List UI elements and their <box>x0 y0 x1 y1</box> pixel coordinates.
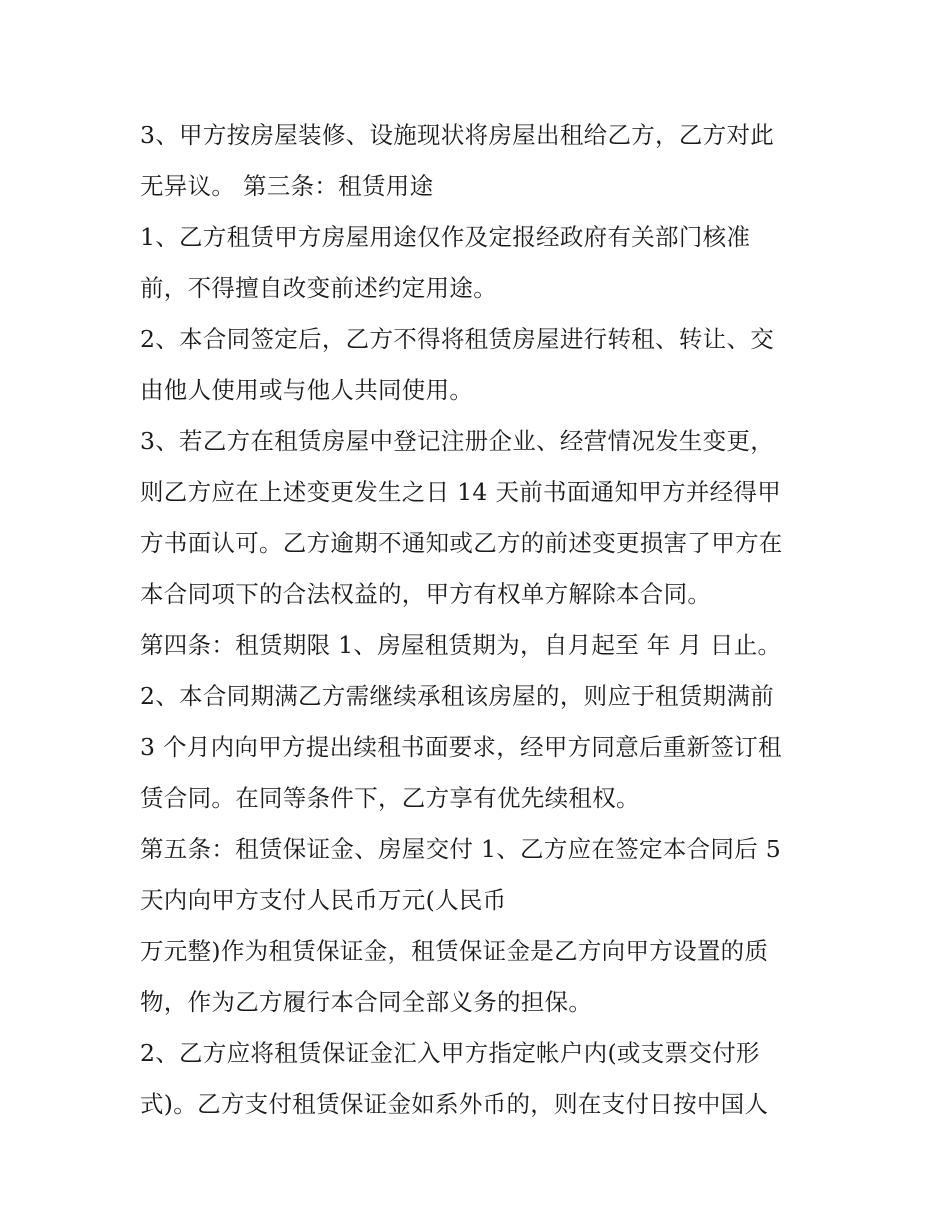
text-line: 式)。乙方支付租赁保证金如系外币的，则在支付日按中国人 <box>140 1090 769 1118</box>
text-line: 1、乙方租赁甲方房屋用途仅作及定报经政府有关部门核准 <box>140 223 751 251</box>
text-line: 2、本合同期满乙方需继续承租该房屋的，则应于租赁期满前 <box>140 682 775 710</box>
text-line: 2、本合同签定后，乙方不得将租赁房屋进行转租、转让、交 <box>140 325 775 353</box>
text-line: 本合同项下的合法权益的，甲方有权单方解除本合同。 <box>140 580 712 608</box>
text-line: 物，作为乙方履行本合同全部义务的担保。 <box>140 988 593 1016</box>
text-line: 前，不得擅自改变前述约定用途。 <box>140 274 497 302</box>
text-line: 3 个月内向甲方提出续租书面要求，经甲方同意后重新签订租 <box>140 733 782 761</box>
text-line: 赁合同。在同等条件下，乙方享有优先续租权。 <box>140 784 640 812</box>
text-line: 万元整)作为租赁保证金，租赁保证金是乙方向甲方设置的质 <box>140 937 769 965</box>
document-body <box>140 110 830 1130</box>
text-line: 则乙方应在上述变更发生之日 14 天前书面通知甲方并经得甲 <box>140 478 782 506</box>
text-line: 由他人使用或与他人共同使用。 <box>140 376 474 404</box>
text-line: 3、若乙方在租赁房屋中登记注册企业、经营情况发生变更， <box>140 427 775 455</box>
text-line: 3、甲方按房屋装修、设施现状将房屋出租给乙方，乙方对此 <box>140 121 775 149</box>
text-line: 无异议。 第三条：租赁用途 <box>140 172 434 200</box>
text-line: 方书面认可。乙方逾期不通知或乙方的前述变更损害了甲方在 <box>140 529 783 557</box>
text-line: 2、乙方应将租赁保证金汇入甲方指定帐户内(或支票交付形 <box>140 1039 760 1067</box>
text-line: 第五条：租赁保证金、房屋交付 1、乙方应在签定本合同后 5 <box>140 835 782 863</box>
text-line: 第四条：租赁期限 1、房屋租赁期为，自月起至 年 月 日止。 <box>140 631 782 659</box>
text-line: 天内向甲方支付人民币万元(人民币 <box>140 886 507 914</box>
